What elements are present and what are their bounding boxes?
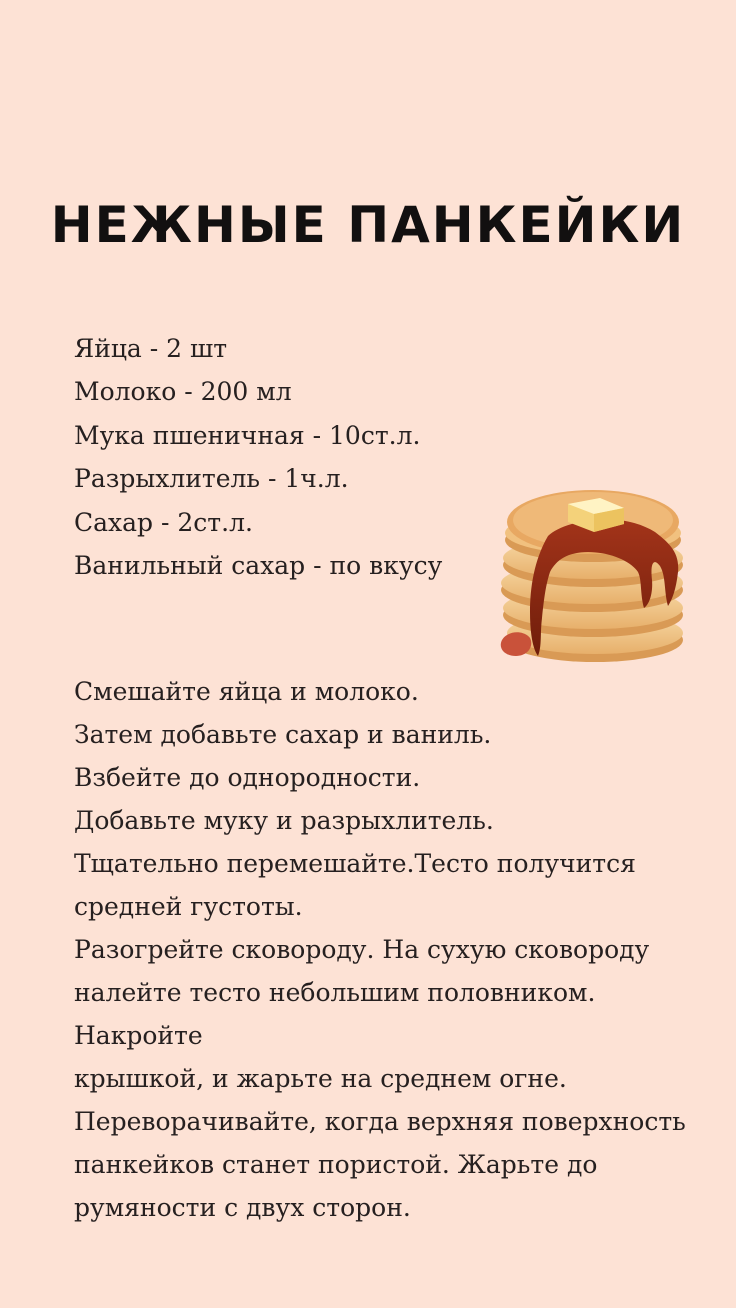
ingredient-item: Ванильный сахар - по вкусу — [74, 551, 443, 581]
ingredient-item: Мука пшеничная - 10ст.л. — [74, 420, 421, 450]
ingredients-list — [74, 327, 442, 587]
instruction-line: Переворачивайте, когда верхняя поверхность — [74, 1107, 686, 1136]
page-title: НЕЖНЫЕ ПАНКЕЙКИ — [50, 196, 686, 254]
instruction-line: средней густоты. — [74, 892, 303, 921]
instruction-line: Добавьте муку и разрыхлитель. — [74, 806, 494, 835]
ingredient-item: Разрыхлитель - 1ч.л. — [74, 464, 349, 494]
ingredient-item: Яйца - 2 шт — [74, 334, 228, 363]
instruction-line: Разогрейте сковороду. На сухую сковороду — [74, 935, 650, 964]
instruction-line: налейте тесто небольшим половником. Накройте — [74, 978, 596, 1050]
instruction-line: крышкой, и жарьте на среднем огне. — [74, 1064, 567, 1093]
pancake-stack-icon — [490, 480, 690, 670]
ingredient-item: Молоко - 200 мл — [74, 377, 292, 407]
instruction-line: Тщательно перемешайте.Тесто получится — [74, 849, 636, 878]
instruction-line: Взбейте до однородности. — [74, 763, 421, 792]
instruction-line: Смешайте яйца и молоко. — [74, 677, 419, 706]
instruction-line: румяности с двух сторон. — [74, 1193, 411, 1222]
instructions — [74, 670, 704, 1229]
instruction-line: панкейков станет пористой. Жарьте до — [74, 1150, 598, 1179]
instruction-line: Затем добавьте сахар и ваниль. — [74, 720, 492, 749]
ingredient-item: Сахар - 2ст.л. — [74, 507, 253, 537]
